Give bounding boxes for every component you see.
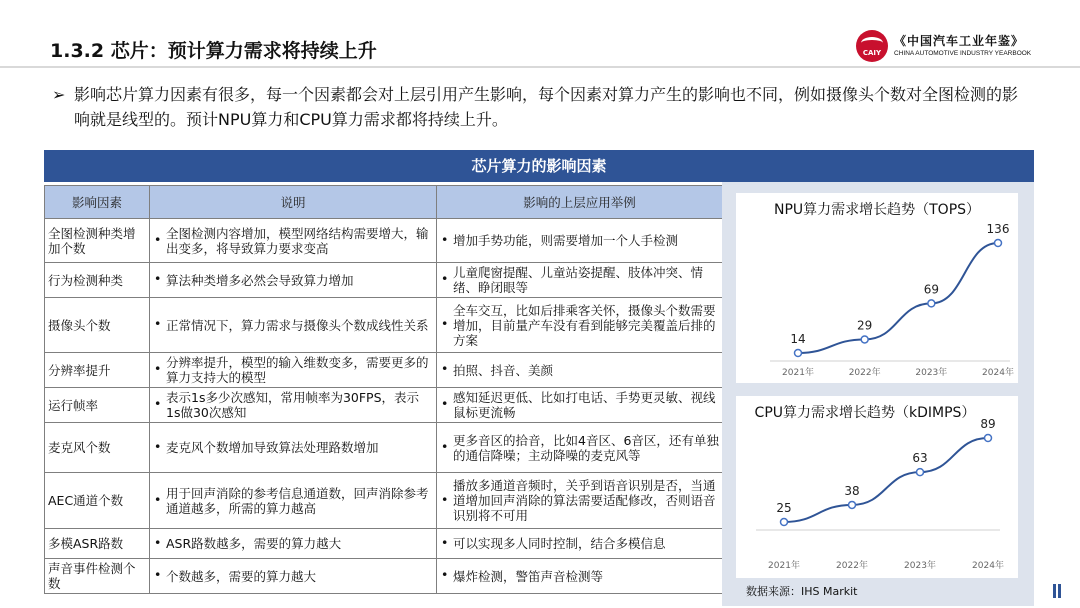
table-header-row xyxy=(45,186,723,219)
example-cell: • 全车交互，比如后排乘客关怀，摄像头个数需要增加，目前量产车没有看到能够完美覆盖后排的方案 xyxy=(437,298,723,353)
data-label: 89 xyxy=(980,417,996,431)
data-label: 38 xyxy=(844,483,860,498)
cpu-chart-svg xyxy=(736,396,1018,578)
example-cell: • 增加手势功能，则需要增加一个人手检测 xyxy=(437,219,723,263)
npu-chart xyxy=(736,193,1018,383)
table-row xyxy=(45,263,723,298)
data-point xyxy=(985,435,992,442)
page-title: 1.3.2 芯片：预计算力需求将持续上升 xyxy=(50,40,377,62)
example-cell: • 可以实现多人同时控制，结合多模信息 xyxy=(437,529,723,559)
desc-cell: • 算法种类增多必然会导致算力增加 xyxy=(150,263,437,298)
data-label: 69 xyxy=(923,282,939,297)
data-point xyxy=(781,519,788,526)
x-tick-label: 2021年 xyxy=(782,368,814,378)
cpu-chart-title: CPU算力需求增长趋势（kDIMPS） xyxy=(754,405,976,421)
column-header: 影响因素 xyxy=(45,186,150,219)
x-tick-label: 2022年 xyxy=(848,368,881,378)
example-cell: • 感知延迟更低、比如打电话、手势更灵敏、视线鼠标更流畅 xyxy=(437,388,723,423)
data-point xyxy=(917,469,924,476)
factor-cell: 分辨率提升 xyxy=(45,353,150,388)
table-row xyxy=(45,529,723,559)
intro-bullet xyxy=(52,82,1032,132)
column-header: 说明 xyxy=(150,186,437,219)
logo-title-cn: 《中国汽车工业年鉴》 xyxy=(894,34,1025,48)
table-row xyxy=(45,473,723,529)
desc-cell: • 正常情况下，算力需求与摄像头个数成线性关系 xyxy=(150,298,437,353)
x-tick-label: 2023年 xyxy=(915,368,948,378)
table-row xyxy=(45,219,723,263)
data-label: 14 xyxy=(790,332,806,346)
data-point xyxy=(928,300,935,307)
factor-cell: 多模ASR路数 xyxy=(45,529,150,559)
data-point xyxy=(995,240,1002,247)
data-label: 25 xyxy=(776,501,792,515)
example-cell: • 拍照、抖音、美颜 xyxy=(437,353,723,388)
table-row xyxy=(45,388,723,423)
series-line xyxy=(798,243,998,353)
desc-cell: • 用于回声消除的参考信息通道数，回声消除参考通道越多，所需的算力越高 xyxy=(150,473,437,529)
desc-cell: • ASR路数越多，需要的算力越大 xyxy=(150,529,437,559)
series-line xyxy=(784,438,988,522)
factor-cell: 麦克风个数 xyxy=(45,423,150,473)
example-cell: • 儿童爬窗提醒、儿童站姿提醒、肢体冲突、情绪、睁闭眼等 xyxy=(437,263,723,298)
factor-cell: 运行帧率 xyxy=(45,388,150,423)
cpu-chart xyxy=(736,396,1018,578)
data-source: 数据来源：IHS Markit xyxy=(746,585,858,598)
data-point xyxy=(849,501,856,508)
caiy-logo-mark: CAIY xyxy=(856,30,888,62)
arrow-bullet-icon: ➢ xyxy=(52,85,66,104)
factor-cell: 行为检测种类 xyxy=(45,263,150,298)
example-cell: • 爆炸检测，警笛声音检测等 xyxy=(437,559,723,594)
npu-chart-title: NPU算力需求增长趋势（TOPS） xyxy=(773,202,981,218)
factor-cell: 摄像头个数 xyxy=(45,298,150,353)
data-label: 63 xyxy=(912,451,928,466)
desc-cell: • 全图检测内容增加，模型网络结构需要增大，输出变多，将导致算力要求变高 xyxy=(150,219,437,263)
factor-cell: 声音事件检测个数 xyxy=(45,559,150,594)
table-row xyxy=(45,353,723,388)
desc-cell: • 个数越多，需要的算力越大 xyxy=(150,559,437,594)
x-tick-label: 2022年 xyxy=(836,561,868,571)
factors-table xyxy=(44,185,723,594)
intro-text: 影响芯片算力因素有很多，每一个因素都会对上层引用产生影响，每个因素对算力产生的影响也不同，例如摄像头个数对全图检测的影响就是线型的。预计NPU算力和CPU算力需求都将持续上升。 xyxy=(74,85,1019,129)
x-tick-label: 2024年 xyxy=(982,368,1014,378)
page-marker-icon xyxy=(1053,584,1063,598)
table-band-title: 芯片算力的影响因素 xyxy=(44,150,1034,182)
data-point xyxy=(795,350,802,357)
factor-cell: 全图检测种类增加个数 xyxy=(45,219,150,263)
example-cell: • 播放多通道音频时，关乎到语音识别是否，当通道增加回声消除的算法需要适配修改，否则语音识别将不可用 xyxy=(437,473,723,529)
data-label: 136 xyxy=(986,222,1010,236)
data-point xyxy=(861,336,868,343)
x-tick-label: 2024年 xyxy=(972,561,1004,571)
caiy-logo xyxy=(856,30,1056,64)
npu-chart-svg xyxy=(736,193,1018,383)
desc-cell: • 分辨率提升，模型的输入维数变多，需要更多的算力支持大的模型 xyxy=(150,353,437,388)
header-divider xyxy=(0,66,1080,68)
data-label: 29 xyxy=(857,318,873,333)
logo-title-en: CHINA AUTOMOTIVE INDUSTRY YEARBOOK xyxy=(894,50,1032,57)
example-cell: • 更多音区的拾音，比如4音区、6音区，还有单独的通信降噪；主动降噪的麦克风等 xyxy=(437,423,723,473)
x-tick-label: 2021年 xyxy=(768,561,800,571)
table-row xyxy=(45,423,723,473)
desc-cell: • 表示1s多少次感知，常用帧率为30FPS，表示1s做30次感知 xyxy=(150,388,437,423)
x-tick-label: 2023年 xyxy=(904,561,936,571)
desc-cell: • 麦克风个数增加导致算法处理路数增加 xyxy=(150,423,437,473)
column-header: 影响的上层应用举例 xyxy=(437,186,723,219)
table-row xyxy=(45,559,723,594)
table-row xyxy=(45,298,723,353)
factor-cell: AEC通道个数 xyxy=(45,473,150,529)
